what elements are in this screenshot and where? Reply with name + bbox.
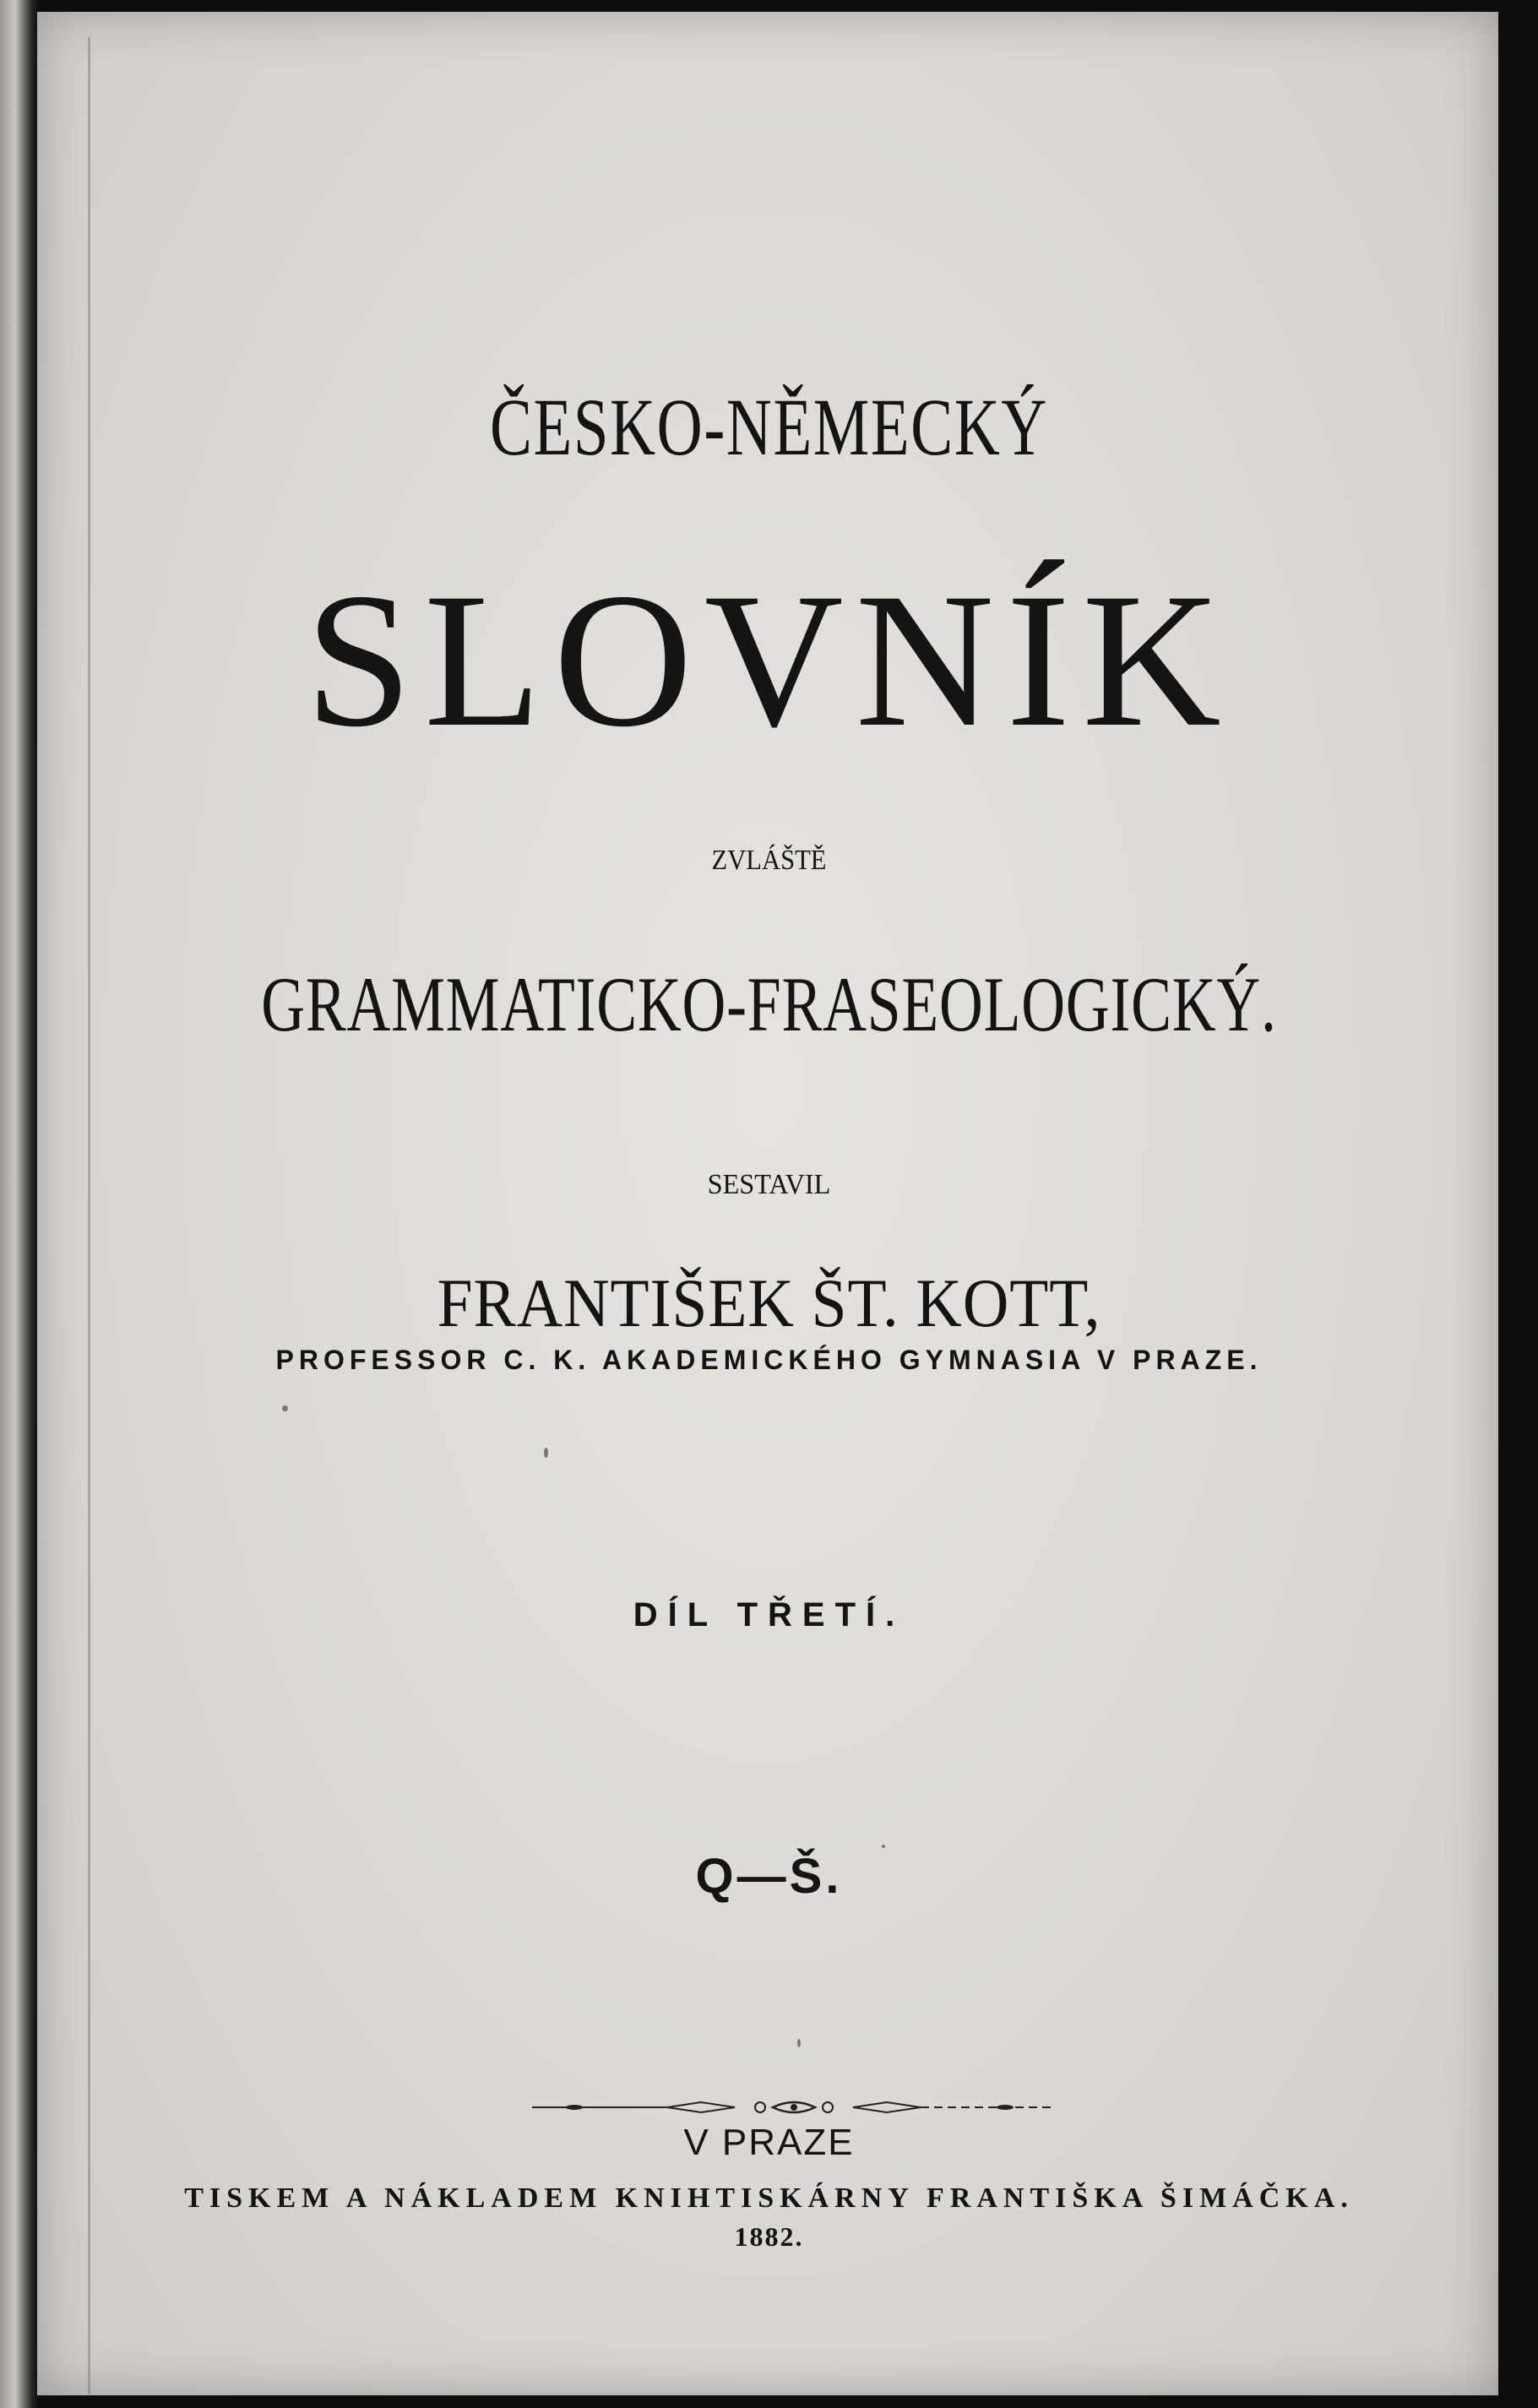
binding-edge xyxy=(0,0,37,2408)
header-text: ČESKO-NĚMECKÝ xyxy=(490,382,1048,472)
author-affiliation: PROFESSOR C. K. AKADEMICKÉHO GYMNASIA V PRAZE. xyxy=(275,1345,1263,1375)
title-page xyxy=(37,12,1498,2395)
compiled-by-label: SESTAVIL xyxy=(707,1169,831,1200)
qualifier-text: ZVLÁŠTĚ xyxy=(711,845,827,876)
book-title: SLOVNÍK xyxy=(305,554,1233,767)
letter-range: Q—Š. xyxy=(695,1849,843,1904)
author-name: FRANTIŠEK ŠT. KOTT, xyxy=(437,1264,1101,1341)
subtitle-text: GRAMMATICKO-FRASEOLOGICKÝ. xyxy=(261,961,1277,1047)
publication-place: V PRAZE xyxy=(683,2122,855,2163)
paper-speck xyxy=(797,2039,801,2047)
gutter-shadow xyxy=(88,37,90,2394)
publication-year: 1882. xyxy=(734,2221,804,2252)
paper-speck xyxy=(282,1405,288,1411)
printer-imprint: TISKEM A NÁKLADEM KNIHTISKÁRNY FRANTIŠKA ŠIMÁČKA. xyxy=(184,2182,1354,2214)
volume-label: DÍL TŘETÍ. xyxy=(633,1596,905,1633)
paper-speck xyxy=(544,1448,548,1458)
decorative-rule-icon xyxy=(532,2099,1056,2116)
